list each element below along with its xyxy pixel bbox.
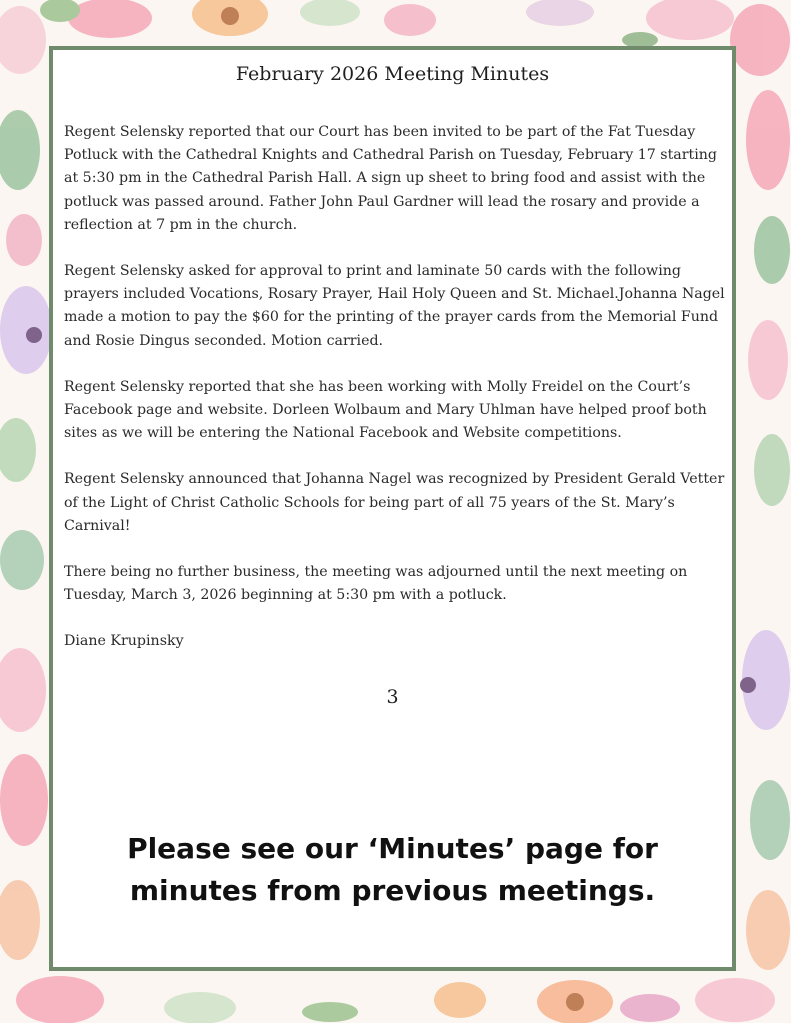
page-number: 3 <box>386 686 399 708</box>
note-line-1: Please see our ‘Minutes’ page for <box>127 832 658 865</box>
minutes-page <box>49 46 736 971</box>
minutes-paragraph: Regent Selensky reported that our Court has been invited to be part of the Fat Tuesday Potluck with the Cathedral Knights and Cathedral Parish on Tuesday, February 17 starting at 5:30 pm in the Cathedral Parish Hall. A sign up sheet to bring food and assist with the potluck was passed around. Father John Paul Gardner will lead the rosary and provide a reflection at 7 pm in the church. <box>64 124 717 233</box>
signature: Diane Krupinsky <box>64 633 184 650</box>
minutes-body <box>64 121 728 677</box>
minutes-paragraph: Regent Selensky reported that she has been working with Molly Freidel on the Court’s Facebook page and website. Dorleen Wolbaum and Mary Uhlman have helped proof both sites as we will be entering the National Facebook and Website competitions. <box>64 378 707 442</box>
minutes-paragraph: Regent Selensky asked for approval to print and laminate 50 cards with the following prayers included Vocations, Rosary Prayer, Hail Holy Queen and St. Michael.Johanna Nagel made a motion to pay the $60 for the printing of the prayer cards from the Memorial Fund and Rosie Dingus seconded. Motion carried. <box>64 263 725 349</box>
page-title: February 2026 Meeting Minutes <box>235 63 550 85</box>
minutes-paragraph: There being no further business, the meeting was adjourned until the next meeting on Tuesday, March 3, 2026 beginning at 5:30 pm with a potluck. <box>64 564 688 604</box>
note-line-2: minutes from previous meetings. <box>129 874 656 907</box>
minutes-paragraph: Regent Selensky announced that Johanna Nagel was recognized by President Gerald Vetter of the Light of Christ Catholic Schools for being part of all 75 years of the St. Mary’s Carnival! <box>64 471 725 534</box>
previous-minutes-note <box>53 828 732 912</box>
